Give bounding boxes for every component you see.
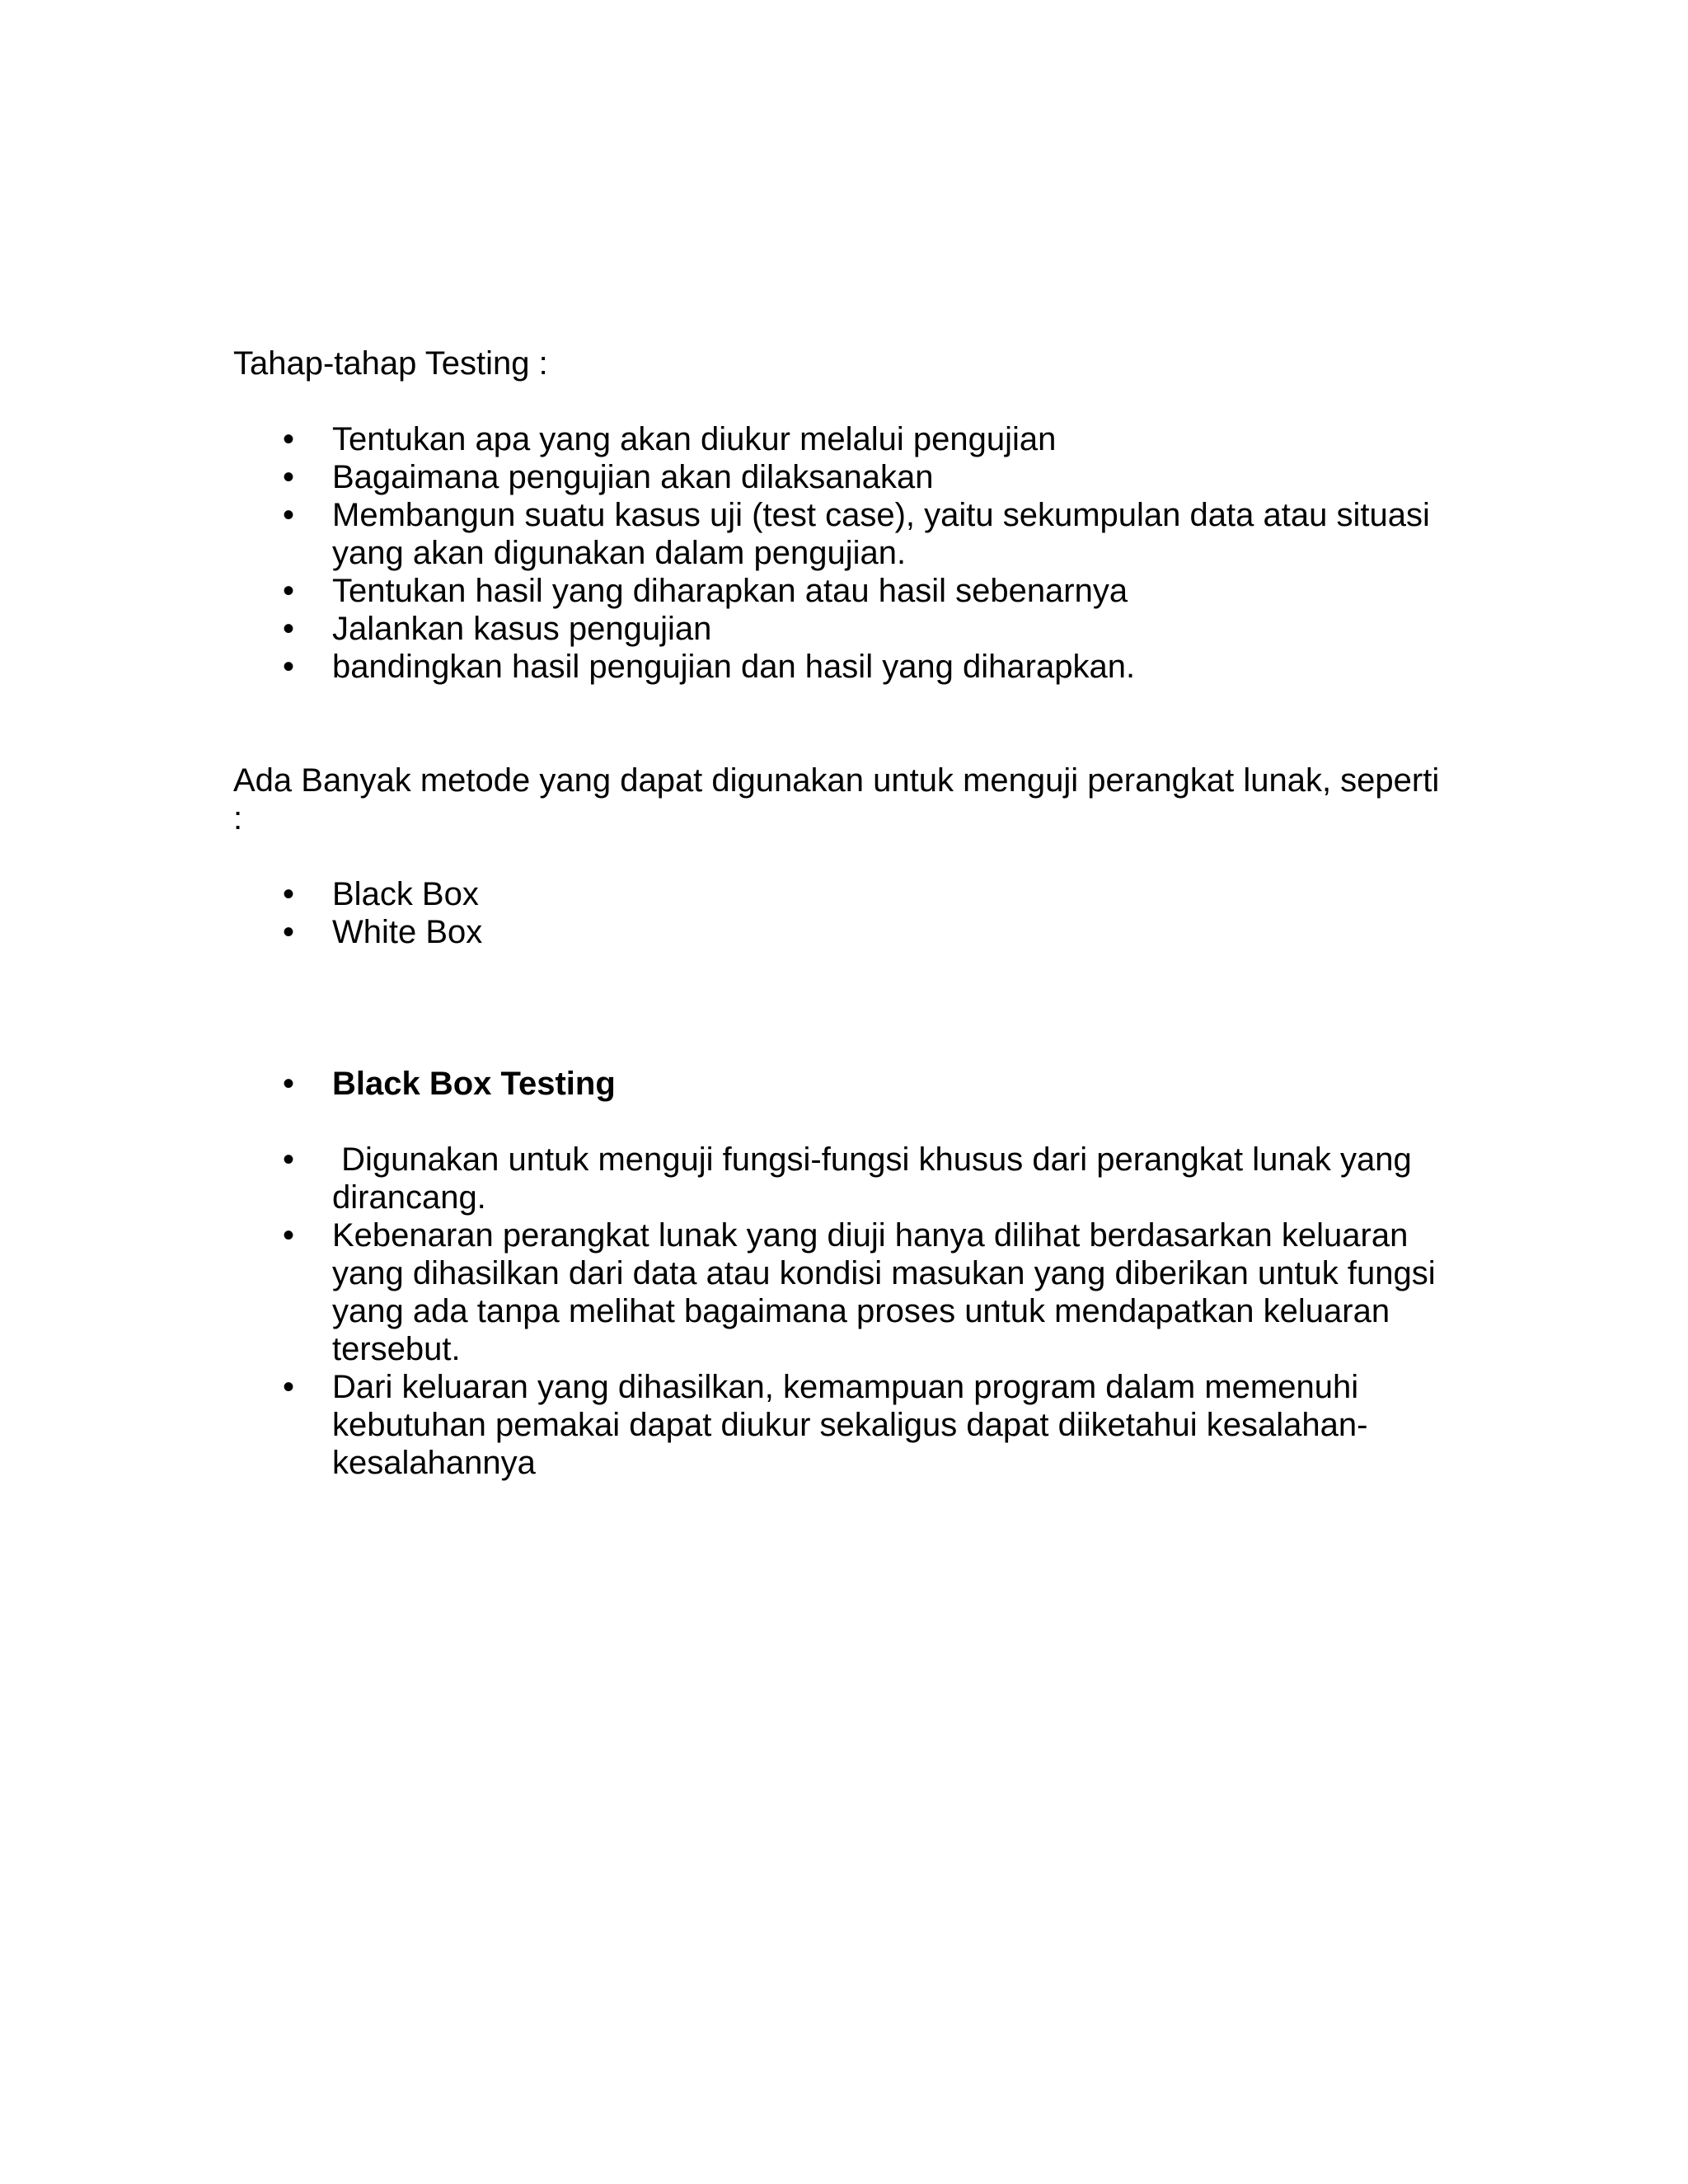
bullet-icon: • [283,1369,295,1405]
bullet-icon: • [283,914,295,950]
list-item [233,420,1453,458]
section-heading: Black Box Testing [332,1066,616,1102]
list-item [233,496,1453,572]
testing-steps-list [233,420,1453,686]
bullet-icon: • [283,1141,295,1178]
list-item-text: White Box [332,914,483,950]
bullet-icon: • [283,497,295,533]
intro-title: Tahap-tahap Testing : [233,345,548,382]
methods-intro-paragraph: Ada Banyak metode yang dapat digunakan untuk menguji perangkat lunak, seperti : [233,762,1449,837]
list-item [233,875,1453,913]
black-box-points-list [233,1141,1453,1482]
list-item [233,1065,1453,1103]
list-item-text: Membangun suatu kasus uji (test case), yaitu sekumpulan data atau situasi yang akan digunakan dalam pengujian. [332,497,1430,571]
list-item-text: Jalankan kasus pengujian [332,611,712,647]
list-item-text: Dari keluaran yang dihasilkan, kemampuan program dalam memenuhi kebutuhan pemakai dapat diukur sekaligus dapat diiketahui kesalahan-kesalahannya [332,1369,1368,1481]
list-item [233,610,1453,648]
methods-list [233,875,1453,951]
bullet-icon: • [283,573,295,609]
list-item-text: Kebenaran perangkat lunak yang diuji hanya dilihat berdasarkan keluaran yang dihasilkan dari data atau kondisi masukan yang diberikan untuk fungsi yang ada tanpa melihat bagaimana proses untuk mendapatkan keluaran tersebut. [332,1217,1436,1367]
list-item-text: Tentukan hasil yang diharapkan atau hasil sebenarnya [332,573,1128,609]
list-item [233,1141,1453,1216]
list-item-text: Tentukan apa yang akan diukur melalui pengujian [332,421,1057,457]
bullet-icon: • [283,876,295,912]
list-item-text: Bagaimana pengujian akan dilaksanakan [332,459,934,495]
list-item [233,458,1453,496]
bullet-icon: • [283,459,295,495]
list-item-text: bandingkan hasil pengujian dan hasil yang diharapkan. [332,649,1136,685]
list-item [233,1216,1453,1368]
list-item [233,648,1453,686]
list-item [233,913,1453,951]
list-item-text: Black Box [332,876,479,912]
bullet-icon: • [283,1066,295,1102]
bullet-icon: • [283,611,295,647]
bullet-icon: • [283,649,295,685]
bullet-icon: • [283,421,295,457]
list-item [233,572,1453,610]
document-page [233,344,1453,1482]
list-item-text: Digunakan untuk menguji fungsi-fungsi khusus dari perangkat lunak yang dirancang. [332,1141,1421,1216]
list-item [233,1368,1453,1482]
bullet-icon: • [283,1217,295,1254]
black-box-heading-list [233,1065,1453,1103]
